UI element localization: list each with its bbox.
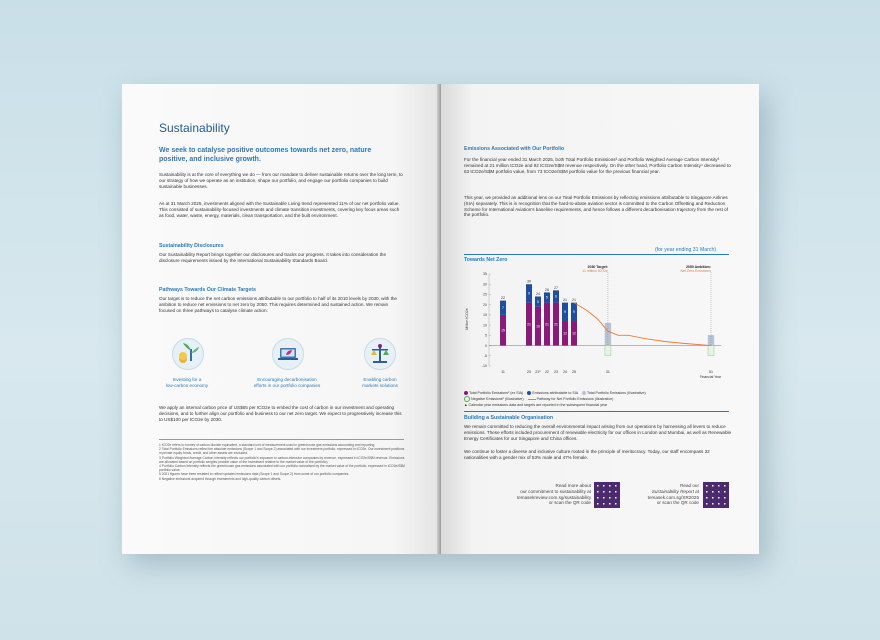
- pathway-line: [574, 303, 711, 346]
- bar-ex-sia-label: 21: [527, 322, 531, 327]
- y-tick-label: -5: [483, 353, 487, 358]
- x-tick-label: 11: [501, 370, 505, 374]
- y-tick-label: 35: [483, 272, 487, 277]
- bar-ex-sia-label: 12: [572, 331, 576, 336]
- target-annotation-value: Net Zero Emissions: [680, 269, 711, 273]
- footnotes: [159, 443, 407, 481]
- pathway-1-line-1: Investing for a: [172, 377, 202, 382]
- paragraph-4: Our target is to reduce the net carbon emissions attributable to our portfolio to half of its 2010 levels by 2030, with the ambition to reduce net emissions to net zero by 2050. This requires determined and sustained action. We remain focused on three pathways to catalyse climate action:: [159, 296, 397, 313]
- bar-ex-sia-label: 21: [545, 322, 549, 327]
- bar-ex-sia-label: 21: [554, 322, 558, 327]
- legend-swatch-pathway: [528, 399, 536, 400]
- right-paragraph-2: This year, we provided an additional lens on our Total Portfolio Emissions by reflecting emissions attributable to Singapore Airlines (SIA) separately. This is in recognition that the hard-to-abate aviation sector is committed to the Carbon Offsetting and Reduction Scheme for International Aviation's baseline requirements, and hence follows a different decarbonisation trajectory from the rest of the portfolio.: [464, 195, 728, 218]
- pathway-label-2: [234, 377, 340, 388]
- pathway-label-1: [142, 377, 232, 388]
- page-title: Sustainability: [159, 121, 230, 135]
- y-tick-label: 25: [483, 292, 487, 297]
- chart-footnote: ▲ Calendar year emissions data and targets are reported in the subsequent financial year: [464, 403, 608, 408]
- x-tick-label: 22: [545, 370, 549, 374]
- chart-title: Towards Net Zero: [464, 257, 508, 263]
- footnote-2: 2 Total Portfolio Emissions reflect the absolute emissions (Scope 1 and Scope 2) associated with our investment portfolio, expressed in tCO2e. Our investment positions in private equity funds, credit, and other assets are excluded.: [159, 447, 405, 456]
- pathways-heading: Pathways Towards Our Climate Targets: [159, 287, 256, 293]
- bar-total-label: 21: [572, 298, 576, 303]
- bar-sia-label: 5: [537, 299, 539, 304]
- y-tick-label: -10: [481, 364, 487, 369]
- disclosures-heading: Sustainability Disclosures: [159, 243, 224, 249]
- right-page: [441, 84, 759, 554]
- paragraph-1: Sustainability is at the core of everything we do — from our mandate to deliver sustainable returns over the long term, to our strategy of how we operate as an institution, shape our portfolio, and engage our portfolio companies to build sustainable businesses.: [159, 172, 403, 189]
- y-tick-label: 0: [485, 343, 487, 348]
- chart-bottom-rule: [464, 411, 729, 412]
- y-tick-label: 5: [485, 333, 487, 338]
- readmore2-line3: temasek.com.sg/SR2025: [647, 494, 699, 500]
- left-page: [122, 84, 440, 554]
- footnote-4: 4 Portfolio Carbon Intensity reflects the greenhouse gas emissions associated with our portfolio normalised by the market value of the portfolio, expressed in tCO2e/S$M portfolio value.: [159, 464, 405, 473]
- legend-ex-sia: Total Portfolio Emissions² (ex SIA): [468, 391, 524, 395]
- legend-swatch-sia: [527, 391, 531, 395]
- building-heading: Building a Sustainable Organisation: [464, 415, 554, 421]
- target-annotation-value: 11 million tCO2e: [582, 269, 608, 273]
- bar-sia-label: 7: [502, 305, 504, 310]
- right-paragraph-3: We remain committed to reducing the overall environmental impact arising from our operations by harnessing all levers to reduce emissions. These efforts included procurement of renewable electricity for our offices in London and Mumbai, as well as Renewable Energy Certificates for our Singapore and China offices.: [464, 424, 732, 441]
- readmore2-line4: or scan the QR code: [656, 500, 699, 506]
- bar-ex-sia-label: 15: [501, 328, 505, 333]
- footnote-5: 5 2021 figures have been restated to reflect updated emissions data (Scope 1 and Scope 2) from some of our portfolio companies.: [159, 472, 350, 477]
- paragraph-2: As at 31 March 2025, investments aligned with the Sustainable Living trend represented 11% of our net portfolio value. This consisted of sustainability-focused investments and climate transition investments, covering key focus areas such as food, water, waste, energy, materials, clean transportation, and the built environment.: [159, 201, 400, 218]
- balance-scale-icon: [364, 338, 396, 370]
- readmore2-line1: Read our: [680, 483, 699, 488]
- readmore-report: [609, 483, 699, 506]
- chart-top-rule: [464, 254, 729, 255]
- readmore-sustainability: [481, 483, 591, 506]
- y-tick-label: 10: [483, 323, 487, 328]
- legend-swatch-illustrative: [582, 391, 586, 395]
- y-tick-label: 30: [483, 282, 487, 287]
- target-annotation-title: 2030 Target:: [587, 265, 608, 269]
- x-axis-label: Financial Year: [699, 375, 721, 379]
- pathway-3-line-1: Enabling carbon: [363, 377, 397, 382]
- pathway-1-line-2: low-carbon economy: [165, 382, 209, 388]
- x-tick-label: 23: [554, 370, 558, 374]
- pathway-2-line-2: efforts in our portfolio companies: [253, 382, 321, 388]
- right-paragraph-1: For the financial year ended 31 March 2025, both Total Portfolio Emissions² and Portfolio Weighted Average Carbon Intensity³ remained at 21 million tCO2e and 92 tCO2e/S$M revenue respectively. On the other hand, Portfolio Carbon Intensity⁴ decreased to 63 tCO2e/S$M portfolio value, from 73 tCO2e/S$M portfolio value for the previous financial year.: [464, 157, 731, 174]
- bar-total-label: 26: [545, 287, 549, 292]
- readmore1-line2: our commitment to sustainability at: [520, 488, 591, 494]
- readmore1-line1: Read more about: [555, 483, 591, 488]
- bar-sia-label: 6: [555, 294, 557, 299]
- right-paragraph-4: We continue to foster a diverse and inclusive culture rooted in the principle of meritocracy. Today, our staff encompass 32 nationalities with a gender mix of 53% male and 47% female.: [464, 449, 710, 460]
- bar-total-label: 27: [554, 285, 558, 290]
- bar-total-label: 30: [527, 279, 531, 284]
- footnote-6: 6 Negative emissions acquired through investments and high-quality carbon offsets.: [159, 476, 282, 481]
- footnote-3: 3 Portfolio Weighted Average Carbon Intensity reflects our portfolio's exposure to carbon-intensive companies by revenue, expressed in tCO2e/S$M revenue. Emissions are allocated based on portfolio weights (market value of the investment relative to the market value of the portfolio).: [159, 455, 405, 464]
- coins-plant-icon: [172, 338, 204, 370]
- x-tick-label: 20: [527, 370, 531, 374]
- qr-code-report[interactable]: [703, 482, 729, 508]
- x-tick-label: 25: [572, 370, 576, 374]
- chart-legend: [464, 390, 734, 408]
- legend-negative: Negative Emissions⁶ (Illustrative): [471, 397, 524, 401]
- bar-negative: [605, 346, 611, 356]
- lead-text: We seek to catalyse positive outcomes towards net zero, nature positive, and inclusive growth.: [159, 147, 372, 163]
- bar-negative: [708, 346, 714, 356]
- x-tick-label: 21⁵: [535, 370, 541, 374]
- bar-sia-label: 9: [573, 310, 575, 315]
- net-zero-chart: [459, 264, 734, 390]
- bar-total-label: 21: [563, 298, 567, 303]
- emissions-heading: Emissions Associated with Our Portfolio: [464, 146, 565, 152]
- legend-illustrative: Total Portfolio Emissions (Illustrative): [586, 391, 646, 395]
- readmore1-line4: or scan the QR code: [548, 500, 591, 506]
- paragraph-3: Our Sustainability Report brings together our disclosures and tracks our progress. It takes into consideration the disclosure requirements issued by the International Sustainability Standards Board.: [159, 252, 386, 263]
- fy-note: (for year ending 31 March): [655, 247, 717, 253]
- legend-pathway: Pathway for Net Portfolio Emissions (Illustrative): [536, 397, 614, 401]
- bar-total-label: 22: [501, 296, 505, 301]
- pathway-2-line-1: Encouraging decarbonisation: [257, 377, 317, 382]
- bar-total-label: 24: [536, 291, 540, 296]
- x-tick-label: 24: [563, 370, 567, 374]
- readmore1-line3: temasekreview.com.sg/sustainability: [516, 494, 591, 500]
- laptop-leaf-icon: [272, 338, 304, 370]
- bar-sia-label: 9: [564, 310, 566, 315]
- y-axis-label: Million tCO2e: [465, 308, 469, 330]
- bar-ex-sia-label: 19: [536, 324, 540, 329]
- x-tick-label: 31: [605, 370, 610, 374]
- pathway-3-line-2: markets solutions: [362, 382, 398, 388]
- readmore2-line2: Sustainability Report at: [651, 488, 699, 494]
- footnote-divider: [159, 439, 404, 440]
- bar-sia-label: 9: [528, 291, 530, 296]
- y-tick-label: 15: [483, 313, 487, 318]
- bar-ex-sia-label: 12: [563, 331, 567, 336]
- footnote-1: 1 tCO2e refers to tonnes of carbon dioxide equivalent, a standard unit of measurement used in greenhouse gas emissions accounting and reporting.: [159, 443, 376, 447]
- legend-swatch-ex-sia: [464, 391, 468, 395]
- paragraph-5: We apply an internal carbon price of US$65 per tCO2e to embed the cost of carbon in our investment and operating decisions, and to further align our portfolio and business to our net zero target. We expect to progressively increase this to US$100 per tCO2e by 2030.: [159, 405, 402, 422]
- target-annotation-title: 2050 Ambition:: [686, 265, 711, 269]
- bar-sia-label: 5: [546, 295, 548, 300]
- x-tick-label: 51: [709, 370, 713, 374]
- pathway-label-3: [342, 377, 418, 388]
- y-tick-label: 20: [483, 302, 487, 307]
- legend-sia: Emissions attributable to SIA: [532, 391, 579, 395]
